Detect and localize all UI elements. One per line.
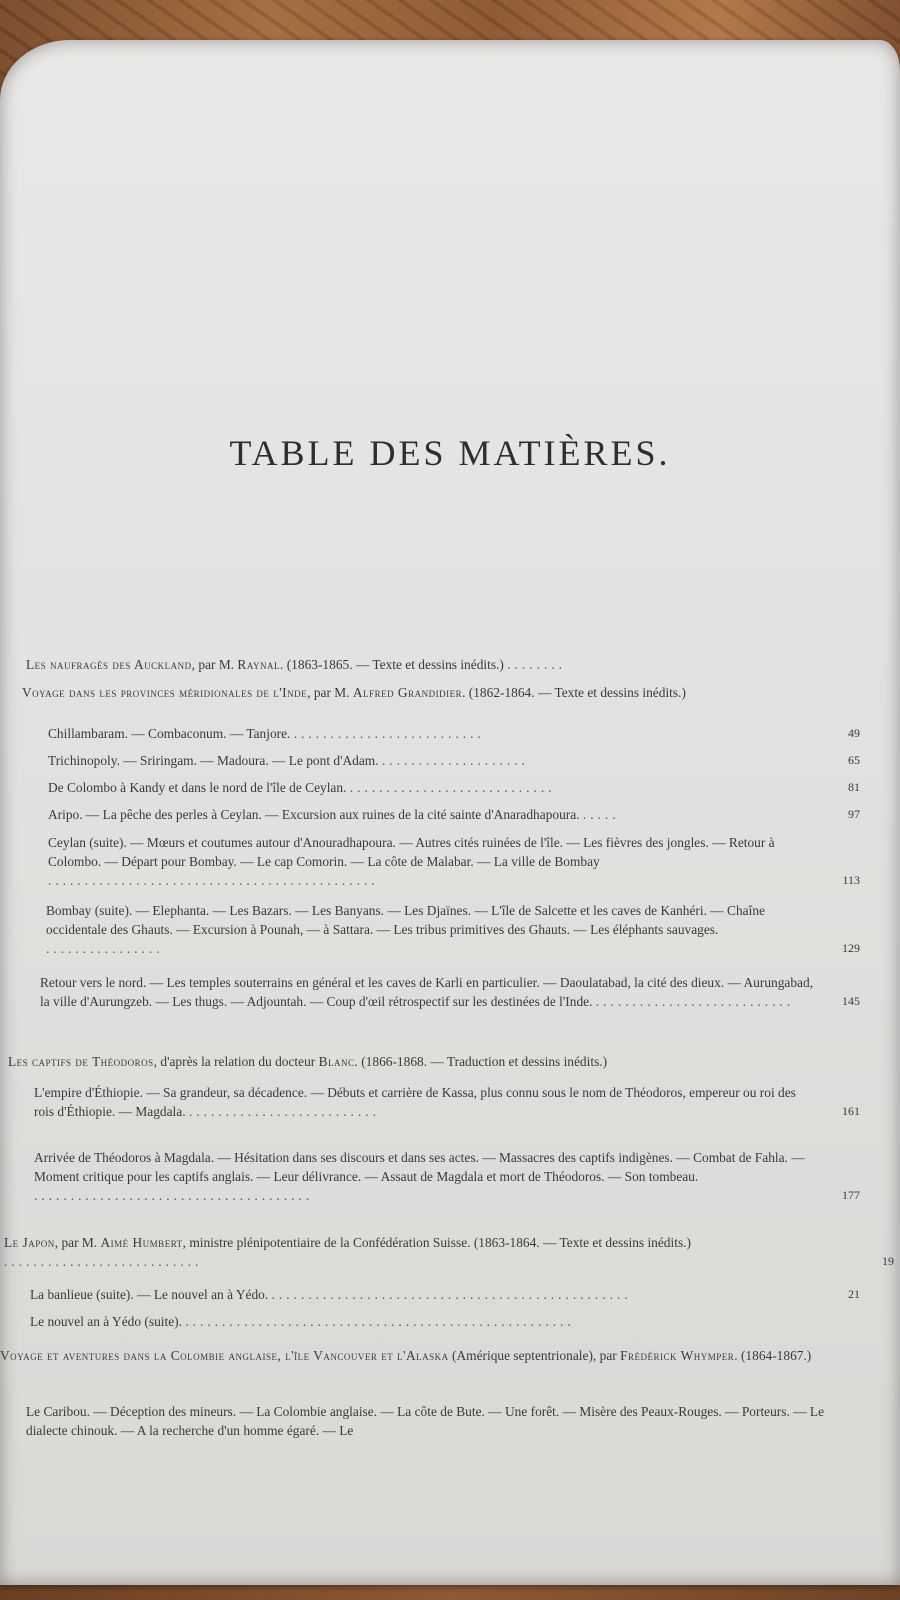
toc-entry: Trichinopoly. — Sriringam. — Madoura. — Le pont d'Adam. .................... 65 xyxy=(48,753,860,768)
toc-entry: Ceylan (suite). — Mœurs et coutumes autour d'Anouradhapoura. — Autres cités ruinées de l'île. — Les fièvres des jongles. — Retour à Colombo. — Départ pour Bombay. — Le cap Comorin. — La côte de Malabar. — La ville de Bombay ............................................. 113 xyxy=(48,835,860,888)
entry-text: Retour vers le nord. — Les temples souterrains en général et les caves de Karli en particulier. — Daoulatabad, la cité des dieux. — Aurungabad, la ville d'Aurungzeb. — Les thugs. — Adjountah. — Coup d'œil rétrospectif sur les destinées de l'Inde. xyxy=(40,975,814,1009)
toc-entry: De Colombo à Kandy et dans le nord de l'île de Ceylan. ............................ 81 xyxy=(48,780,860,795)
toc-entry xyxy=(26,1402,842,1440)
section-byline: , par M. xyxy=(191,657,238,672)
section-byline: (Amérique septentrionale), par xyxy=(448,1348,621,1363)
toc-entry: Arrivée de Théodoros à Magdala. — Hésitation dans ses discours et dans ses actes. — Massacres des captifs indigènes. — Combat de Fahla. — Moment critique pour les captifs anglais. — Leur délivrance. — Assaut de Magdala et mort de Théodoros. — Son tombeau. ...................................... 177 xyxy=(34,1150,860,1203)
section-details: . (1864-1867.) xyxy=(734,1348,812,1363)
toc-entry: Retour vers le nord. — Les temples souterrains en général et les caves de Karli en particulier. — Daoulatabad, la cité des dieux. — Aurungabad, la ville d'Aurungzeb. — Les thugs. — Adjountah. — Coup d'œil rétrospectif sur les destinées de l'Inde. ........................... 145 xyxy=(40,975,860,1009)
toc-section-theodoros xyxy=(8,1052,844,1071)
entry-page-number: 113 xyxy=(842,873,860,887)
entry-page-number: 161 xyxy=(842,1104,860,1118)
section-title: Voyage et aventures dans la Colombie anglaise, l'île Vancouver et l'Alaska xyxy=(0,1348,449,1363)
entry-page-number: 21 xyxy=(848,1287,860,1301)
section-author: Frédérick Whymper xyxy=(620,1348,735,1363)
entry-page-number: 129 xyxy=(842,941,860,955)
section-byline: , d'après la relation du docteur xyxy=(153,1054,319,1069)
section-page-number: 19 xyxy=(882,1254,894,1268)
toc-entry: La banlieue (suite). — Le nouvel an à Yédo. ................................................. 21 xyxy=(30,1287,860,1302)
toc-section-auckland: Les naufragés des Auckland, par M. Raynal. (1863-1865. — Texte et dessins inédits.) ........ xyxy=(26,657,566,672)
table-of-contents xyxy=(0,640,900,1480)
entry-text: Le nouvel an à Yédo (suite). xyxy=(30,1314,182,1329)
section-title: Voyage dans les provinces méridionales de l'Inde xyxy=(22,685,308,700)
entry-page-number: 65 xyxy=(848,753,860,767)
entry-text: Trichinopoly. — Sriringam. — Madoura. — Le pont d'Adam. xyxy=(48,753,379,768)
entry-page-number: 145 xyxy=(842,994,860,1008)
toc-section-japon: Le Japon, par M. Aimé Humbert, ministre plénipotentiaire de la Confédération Suisse. (1863-1864. — Texte et dessins inédits.) ........................... 19 xyxy=(4,1235,894,1269)
section-author: Aimé Humbert xyxy=(100,1235,183,1250)
entry-text: Arrivée de Théodoros à Magdala. — Hésitation dans ses discours et dans ses actes. — Massacres des captifs indigènes. — Combat de Fahla. — Moment critique pour les captifs anglais. — Leur délivrance. — Assaut de Magdala et mort de Théodoros. — Son tombeau. xyxy=(34,1150,805,1184)
toc-section-inde xyxy=(22,683,844,702)
toc-entry: Chillambaram. — Combaconum. — Tanjore. .......................... 49 xyxy=(48,726,860,741)
section-details: . (1866-1868. — Traduction et dessins inédits.) xyxy=(354,1054,608,1069)
entry-text: Le Caribou. — Déception des mineurs. — La Colombie anglaise. — La côte de Bute. — Une forêt. — Misère des Peaux-Rouges. — Porteurs. — Le dialecte chinouk. — A la recherche d'un homme égaré. — Le xyxy=(26,1404,825,1438)
section-author: Alfred Grandidier xyxy=(352,685,463,700)
book-page xyxy=(0,40,900,1585)
entry-page-number: 49 xyxy=(848,726,860,740)
toc-entry: Aripo. — La pêche des perles à Ceylan. — Excursion aux ruines de la cité sainte d'Anaradhapoura. ..... 97 xyxy=(48,807,860,822)
entry-text: L'empire d'Éthiopie. — Sa grandeur, sa décadence. — Débuts et carrière de Kassa, plus connu sous le nom de Théodoros, empereur ou roi des rois d'Éthiopie. — Magdala. xyxy=(34,1085,796,1119)
toc-entry: Le nouvel an à Yédo (suite). ..................................................... xyxy=(30,1314,575,1329)
entry-text: La banlieue (suite). — Le nouvel an à Yédo. xyxy=(30,1287,269,1302)
toc-section-colombie xyxy=(0,1346,852,1365)
entry-text: De Colombo à Kandy et dans le nord de l'île de Ceylan. xyxy=(48,780,347,795)
section-details: . (1862-1864. — Texte et dessins inédits.) xyxy=(462,685,686,700)
entry-page-number: 81 xyxy=(848,780,860,794)
section-title: Les captifs de Théodoros xyxy=(8,1054,154,1069)
section-author: Raynal xyxy=(237,657,281,672)
section-author: Blanc xyxy=(318,1054,355,1069)
section-byline: , par M. xyxy=(54,1235,101,1250)
entry-page-number: 97 xyxy=(848,807,860,821)
entry-text: Chillambaram. — Combaconum. — Tanjore. xyxy=(48,726,291,741)
toc-entry: L'empire d'Éthiopie. — Sa grandeur, sa décadence. — Débuts et carrière de Kassa, plus connu sous le nom de Théodoros, empereur ou roi des rois d'Éthiopie. — Magdala. .......................... 161 xyxy=(34,1085,860,1119)
entry-page-number: 177 xyxy=(842,1188,860,1202)
page-title: TABLE DES MATIÈRES. xyxy=(229,433,671,473)
section-title: Le Japon xyxy=(4,1235,55,1250)
section-details: . (1863-1865. — Texte et dessins inédits.) xyxy=(280,657,508,672)
section-byline: , par M. xyxy=(307,685,353,700)
section-details: , ministre plénipotentiaire de la Confédération Suisse. (1863-1864. — Texte et dessins inédits.) xyxy=(182,1235,691,1250)
toc-entry: Bombay (suite). — Elephanta. — Les Bazars. — Les Banyans. — Les Djaïnes. — L'île de Salcette et les caves de Kanhéri. — Chaîne occidentale des Ghauts. — Excursion à Pounah, — à Sattara. — Les tribus primitives des Ghauts. — Les éléphants sauvages. ................ 129 xyxy=(46,903,860,956)
entry-text: Ceylan (suite). — Mœurs et coutumes autour d'Anouradhapoura. — Autres cités ruinées de l'île. — Les fièvres des jongles. — Retour à Colombo. — Départ pour Bombay. — Le cap Comorin. — La côte de Malabar. — La ville de Bombay xyxy=(48,835,775,869)
entry-text: Aripo. — La pêche des perles à Ceylan. — Excursion aux ruines de la cité sainte d'Anaradhapoura. xyxy=(48,807,580,822)
entry-text: Bombay (suite). — Elephanta. — Les Bazars. — Les Banyans. — Les Djaïnes. — L'île de Salcette et les caves de Kanhéri. — Chaîne occidentale des Ghauts. — Excursion à Pounah, — à Sattara. — Les tribus primitives des Ghauts. — Les éléphants sauvages. xyxy=(46,903,765,937)
section-title: Les naufragés des Auckland xyxy=(26,657,192,672)
